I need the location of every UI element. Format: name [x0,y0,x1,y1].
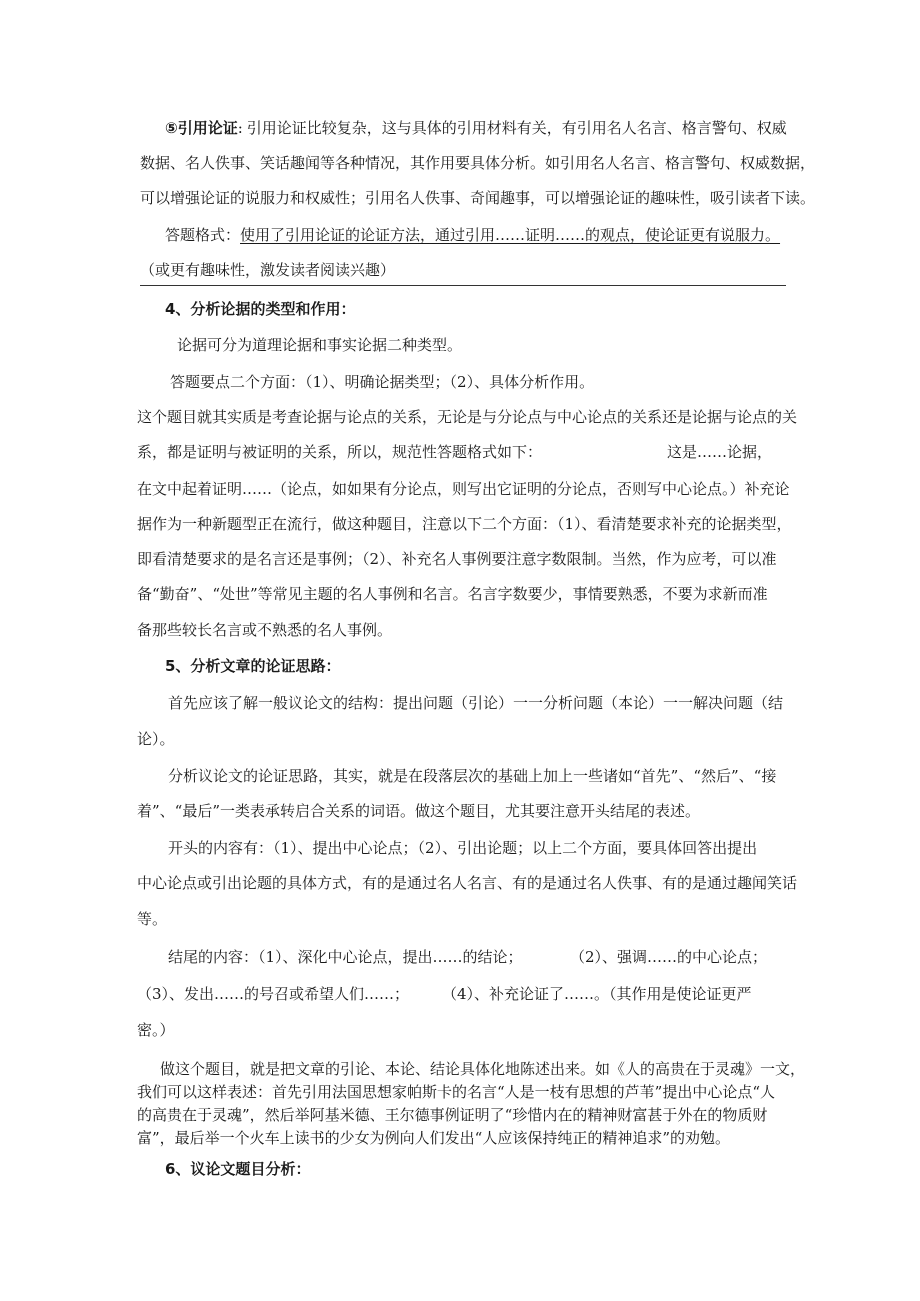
citation-text-1: 引用论证比较复杂，这与具体的引用材料有关，有引用名人名言、格言警句、权威 [246,119,787,137]
citation-line-3: 可以增强论证的说服力和权威性；引用名人佚事、奇闻趣事，可以增强论证的趣味性，吸引读者下读。 [140,189,816,207]
section-5-para-4-line-1b: （2）、强调……的中心论点； [570,948,768,966]
citation-line-2: 数据、名人佚事、笑话趣闻等各种情况，其作用要具体分析。如引用名人名言、格言警句、权威数据， [140,154,816,172]
section-4-para-2: 答题要点二个方面：（1）、明确论据类型；（2）、具体分析作用。 [170,373,595,391]
section-5-para-4-line-2b: （4）、补充论证了……。（其作用是使论证更严 [442,985,752,1003]
section-5-para-3-line-2: 中心论点或引出论题的具体方式，有的是通过名人名言、有的是通过名人佚事、有的是通过趣闻笑话 [137,874,798,892]
section-5-para-5-line-1: 做这个题目，就是把文章的引论、本论、结论具体化地陈述出来。如《人的高贵在于灵魂》一文， [160,1060,806,1078]
section-6-heading: 6、议论文题目分析： [165,1160,311,1178]
answer-format-note: （或更有趣味性，激发读者阅读兴趣） [140,261,396,279]
section-5-para-4-line-2a: （3）、发出……的号召或希望人们……； [137,985,410,1003]
section-4-heading: 4、分析论据的类型和作用： [165,300,356,318]
section-4-para-3-line-6: 备“勤奋”、“处世”等常见主题的名人事例和名言。名言字数要少，事情要熟悉，不要为求新而准 [137,585,768,603]
section-5-para-1-line-1: 首先应该了解一般议论文的结构：提出问题（引论）一一分析问题（本论）一一解决问题（结 [168,694,784,712]
section-4-para-3-line-1: 这个题目就其实质是考查论据与论点的关系，无论是与分论点与中心论点的关系还是论据与论点的关 [137,408,798,426]
section-5-para-5-line-2: 我们可以这样表述：首先引用法国思想家帕斯卡的名言“人是一枝有思想的芦苇”提出中心论点“人 [137,1083,776,1101]
section-4-para-3-line-2a: 系，都是证明与被证明的关系，所以，规范性答题格式如下： [137,443,543,461]
section-5-para-4-line-3: 密。） [137,1021,175,1039]
section-5-para-3-line-1: 开头的内容有：（1）、提出中心论点；（2）、引出论题；以上二个方面，要具体回答出提出 [168,839,758,857]
section-4-para-3-line-2b: 这是……论据， [667,443,773,461]
section-5-para-3-line-3: 等。 [137,910,168,928]
section-5-para-2-line-1: 分析议论文的论证思路，其实，就是在段落层次的基础上加上一些诸如“首先”、“然后”、“接 [168,767,777,785]
section-5-para-1-line-2: 论）。 [137,730,175,748]
section-5-para-5-line-3: 的高贵在于灵魂”，然后举阿基米德、王尔德事例证明了“珍惜内在的精神财富甚于外在的物质财 [137,1106,768,1124]
horizontal-divider [140,285,786,286]
section-4-para-3-line-3: 在文中起着证明……（论点，如如果有分论点，则写出它证明的分论点，否则写中心论点。）补充论 [137,480,790,498]
section-4-para-3-line-5: 即看清楚要求的是名言还是事例；（2）、补充名人事例要注意字数限制。当然，作为应考，可以准 [137,550,777,568]
section-5-para-5-line-4: 富”，最后举一个火车上读书的少女为例向人们发出“人应该保持纯正的精神追求”的劝勉。 [137,1129,731,1147]
section-5-para-2-line-2: 着”、“最后”一类表承转启合关系的词语。做这个题目，尤其要注意开头结尾的表述。 [137,802,701,820]
section-4-para-1: 论据可分为道理论据和事实论据二种类型。 [177,336,463,354]
citation-label: ⑤引用论证 [165,119,238,137]
section-4-para-3-line-7: 备那些较长名言或不熟悉的名人事例。 [137,621,393,639]
section-5-heading: 5、分析文章的论证思路： [165,657,341,675]
citation-colon: : [237,119,243,137]
citation-line-1 [165,111,787,145]
section-5-para-4-line-1a: 结尾的内容：（1）、深化中心论点，提出……的结论； [168,948,523,966]
section-4-para-3-line-4: 据作为一种新题型正在流行，做这种题目，注意以下二个方面：（1）、看清楚要求补充的论据类型， [137,515,792,533]
answer-format-label: 答题格式： [165,226,241,244]
answer-format-text: 使用了引用论证的论证方法，通过引用……证明……的观点，使论证更有说服力。 [240,226,781,244]
answer-format-line [165,218,780,252]
